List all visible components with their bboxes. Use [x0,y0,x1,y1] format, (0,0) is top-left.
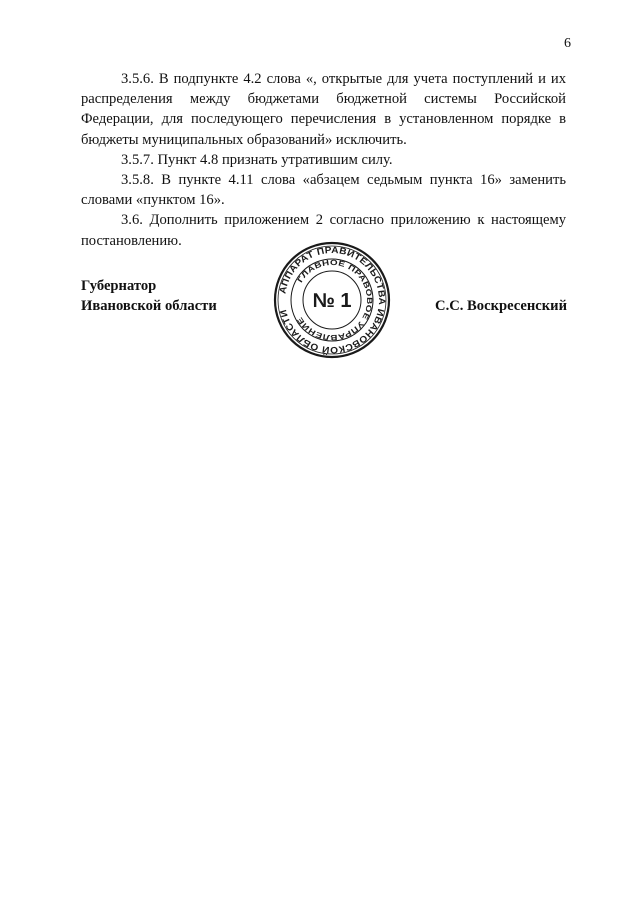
signer-title [81,276,217,316]
seal-graphic [272,240,392,360]
official-seal-stamp [272,240,392,360]
seal-inner-text: ГЛАВНОЕ ПРАВОВОЕ УПРАВЛЕНИЕ [295,257,375,343]
paragraph-3-5-6: 3.5.6. В подпункте 4.2 слова «, открытые для учета поступлений и их распределения между бюджетами бюджетной системы Российской Федерации, для последующего перечисления в установленном порядке в бюджеты муниципальных образований» исключить. [81,71,566,148]
signer-name: С.С. Воскресенский [435,298,567,314]
signer-title-line-2: Ивановской области [81,298,217,315]
paragraph-3-5-8: 3.5.8. В пункте 4.11 слова «абзацем седьмым пункта 16» заменить словами «пунктом 16». [81,172,566,209]
paragraph-3-6: 3.6. Дополнить приложением 2 согласно приложению к настоящему постановлению. [81,212,566,249]
document-body [81,69,566,251]
seal-ring-text: АППАРАТ ПРАВИТЕЛЬСТВА ИВАНОВСКОЙ ОБЛАСТИ [277,244,388,356]
page-number: 6 [564,36,571,51]
seal-number: № 1 [312,290,352,312]
paragraph-3-5-7: 3.5.7. Пункт 4.8 признать утратившим силу. [121,151,393,168]
signer-title-line-1: Губернатор [81,278,157,294]
